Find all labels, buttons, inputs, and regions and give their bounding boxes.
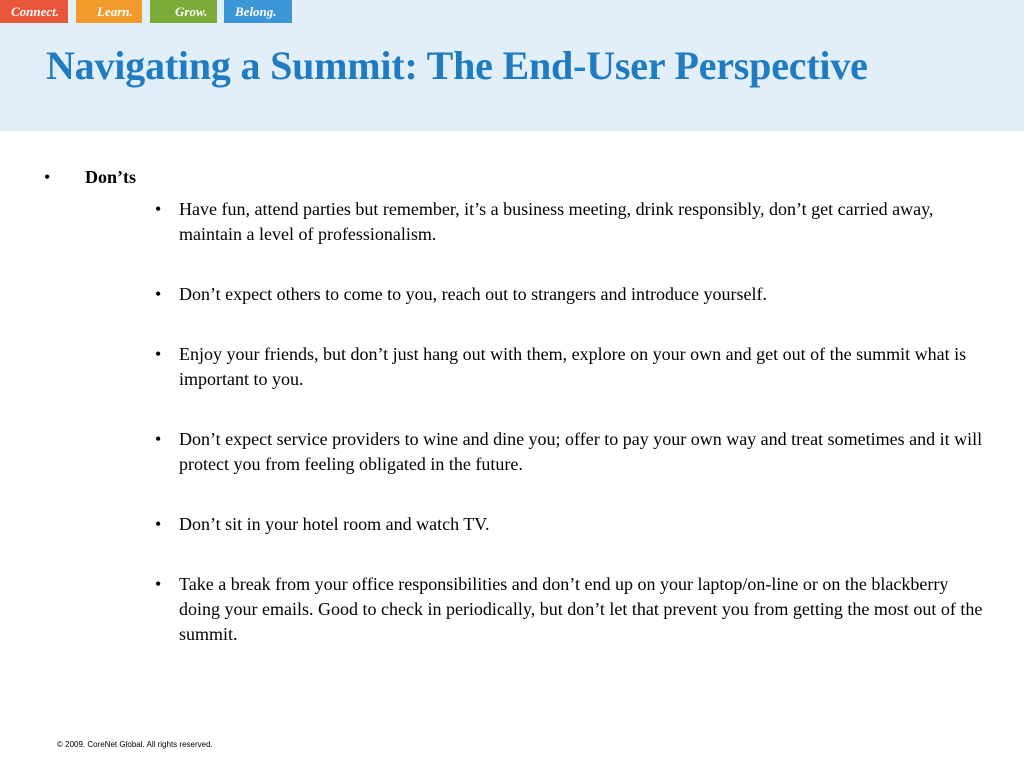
section-label: Don’ts [85, 167, 137, 187]
bullet-icon: • [155, 284, 162, 304]
tab-connect: Connect. [0, 0, 68, 23]
list-item [155, 282, 985, 307]
tab-grow: Grow. [150, 0, 217, 23]
page-title: Navigating a Summit: The End-User Perspective [46, 43, 868, 88]
list-item [155, 512, 985, 537]
list-item [155, 197, 985, 247]
tab-belong: Belong. [224, 0, 292, 23]
list-item-text: Don’t sit in your hotel room and watch TV. [179, 514, 490, 534]
bullet-icon: • [155, 574, 162, 594]
list-item-text: Don’t expect others to come to you, reach out to strangers and introduce yourself. [179, 284, 767, 304]
list-item [155, 572, 985, 647]
copyright-footer: © 2009. CoreNet Global. All rights reserved. [57, 740, 213, 749]
tab-learn: Learn. [76, 0, 142, 23]
list-item [155, 342, 985, 392]
bullet-icon: • [155, 344, 162, 364]
bullet-icon: • [155, 429, 162, 449]
bullet-icon: • [155, 199, 162, 219]
list-item-text: Have fun, attend parties but remember, it’s a business meeting, drink responsibly, don’t get carried away, maintain a level of professionalism. [179, 199, 934, 244]
list-item-text: Take a break from your office responsibilities and don’t end up on your laptop/on-line or on the blackberry doing your emails. Good to check in periodically, but don’t let that prevent you from getting the most out of the summit. [179, 574, 983, 644]
bullet-icon: • [155, 514, 162, 534]
list-item-text: Don’t expect service providers to wine and dine you; offer to pay your own way and treat sometimes and it will protect you from feeling obligated in the future. [179, 429, 983, 474]
list-item [155, 427, 985, 477]
list-item-text: Enjoy your friends, but don’t just hang out with them, explore on your own and get out of the summit what is important to you. [179, 344, 967, 389]
bullet-icon: • [44, 167, 51, 187]
